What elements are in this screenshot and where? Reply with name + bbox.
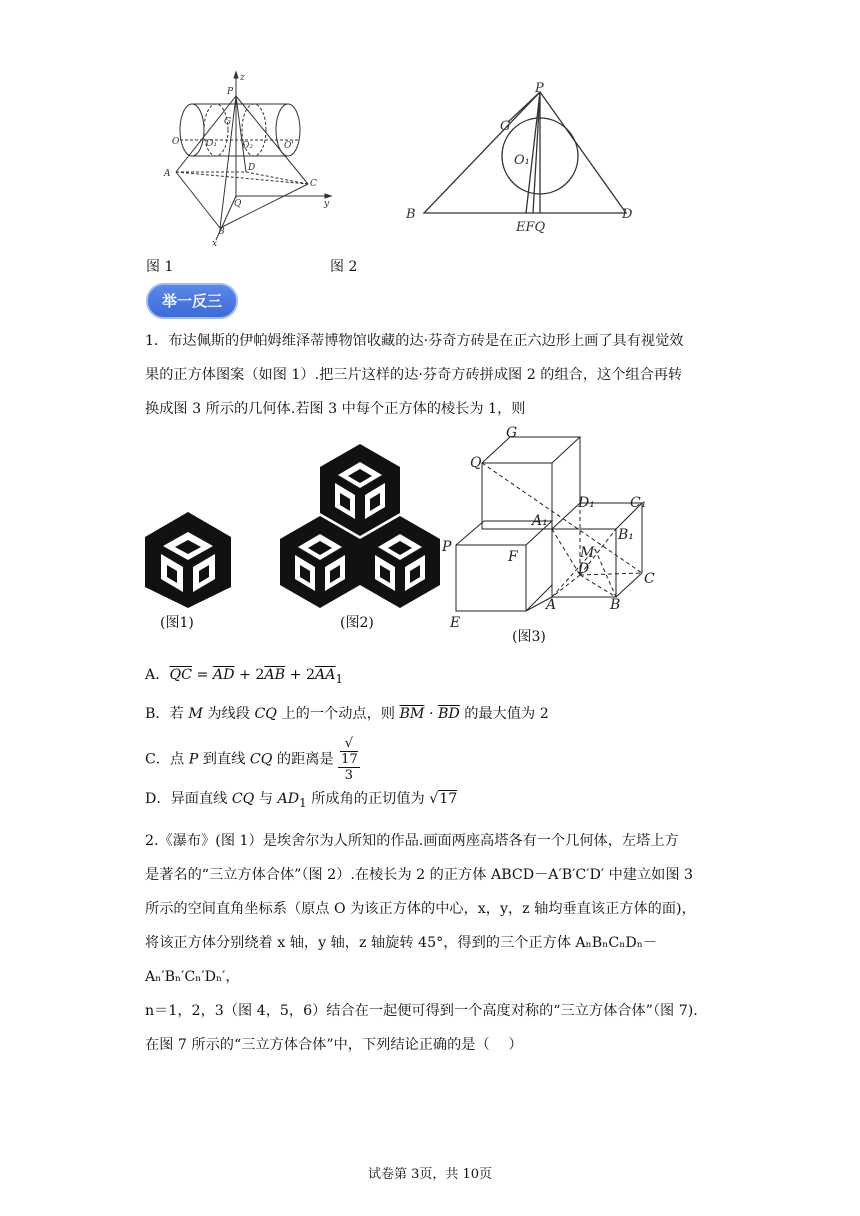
fig3-label-Q: Q [470, 455, 482, 471]
fig3-label-C: C [644, 571, 655, 587]
fig1-label-y: y [324, 199, 330, 209]
fig1-label-Q: Q [234, 199, 242, 209]
fig1-label-O2: O₂ [242, 141, 253, 151]
fig1-label-B: B [218, 227, 225, 237]
q1-line-2: 果的正方体图案（如图 1）.把三片这样的达·芬奇方砖拼成图 2 的组合，这个组合再转 [145, 367, 683, 383]
fig1-label-O1: O₁ [206, 139, 217, 149]
q1-fig2-caption: (图2) [340, 615, 374, 631]
fig1-label-x: x [212, 239, 218, 248]
q1-figure-3-three-cubes [440, 425, 665, 630]
fig1-label-C: C [310, 179, 317, 189]
figure-1-cylinder-pyramid [150, 68, 340, 248]
fig3-label-G: G [506, 425, 518, 441]
fig2-label-O1: O₁ [514, 153, 530, 168]
q2-line-6: 在图 7 所示的“三立方体合体”中，下列结论正确的是（ ） [145, 1037, 523, 1053]
q2-line-5: n＝1，2，3（图 4，5，6）结合在一起便可得到一个高度对称的“三立方体合体”（图 7). [145, 1003, 698, 1019]
fig2-label-D: D [622, 207, 633, 222]
figure-2-triangle-sphere [400, 80, 650, 235]
q1-option-c[interactable]: C．点 P 到直线 CQ 的距离是 √ 17 3 [145, 736, 358, 783]
q2-line-3: 所示的空间直角坐标系（原点 O 为该正方体的中心，x，y，z 轴均垂直该正方体的面)， [145, 901, 696, 917]
fig3-label-F: F [508, 549, 518, 565]
q1-line-3: 换成图 3 所示的几何体.若图 3 中每个正方体的棱长为 1，则 [145, 401, 526, 417]
fig1-label-Oprime: O' [284, 141, 294, 151]
fig2-label-P: P [535, 81, 544, 96]
q2-line-4: 将该正方体分别绕着 x 轴，y 轴，z 轴旋转 45°，得到的三个正方体 AₙBₙCₙDₙ－Aₙ′Bₙ′Cₙ′Dₙ′， [145, 935, 658, 985]
fig2-label-EFQ: EFQ [516, 220, 546, 235]
page-footer: 试卷第 3页，共 10页 [367, 1167, 493, 1182]
distance-fraction: √ 17 3 [338, 736, 360, 783]
q1-fig3-caption: (图3) [512, 629, 546, 645]
fig2-label-B: B [406, 207, 416, 222]
fig1-label-O: O [172, 137, 180, 147]
fig3-label-M: M [580, 545, 595, 561]
fig1-label-D: D [248, 163, 256, 173]
fig1-label-G: G [224, 117, 232, 127]
fig1-label-P: P [227, 87, 234, 97]
q1-figure-1-cube-tile [143, 510, 233, 610]
fig2-label-G: G [500, 119, 511, 134]
section-badge: 举一反三 [146, 283, 238, 319]
q1-figure-2-three-tiles [278, 442, 440, 614]
fig3-label-D1: D₁ [578, 495, 595, 511]
q1-fig1-caption: (图1) [160, 615, 194, 631]
q1-option-d[interactable]: D．异面直线 CQ 与 $AD_1$ 所成角的正切值为 √17 [145, 791, 458, 810]
fig3-label-A: A [546, 597, 557, 613]
figure-1-caption: 图 1 [146, 259, 174, 275]
fig3-label-D: D [578, 561, 590, 577]
q2-line-1: 2.《瀑布》(图 1）是埃舍尔为人所知的作品.画面两座高塔各有一个几何体，左塔上方 [145, 833, 679, 849]
fig1-label-A: A [164, 169, 171, 179]
fig1-label-z: z [240, 73, 245, 83]
fig3-label-E: E [450, 615, 461, 630]
q1-option-a[interactable]: A．$\overline{QC} = \overline{AD} + 2\overline{AB} + 2\overline{AA}_1$ [145, 667, 344, 686]
q1-option-b[interactable]: B．若 M 为线段 CQ 上的一个动点，则 $\overline{BM} \cdot \overline{BD}$ 的最大值为 2 [145, 706, 549, 722]
fig3-label-C1: C₁ [630, 495, 647, 511]
figure-2-caption: 图 2 [330, 259, 358, 275]
q1-line-1: 1．布达佩斯的伊帕姆维泽蒂博物馆收藏的达·芬奇方砖是在正六边形上画了具有视觉效 [145, 333, 684, 349]
fig3-label-A1: A₁ [532, 513, 548, 529]
fig3-label-B: B [610, 597, 621, 613]
question-1-text [145, 324, 735, 426]
q2-line-2: 是著名的“三立方体合体”（图 2）.在棱长为 2 的正方体 ABCD－A′B′C′D′ 中建立如图 3 [145, 867, 694, 883]
fig3-label-B1: B₁ [618, 527, 634, 543]
question-2-text [145, 824, 735, 1062]
fig3-label-P: P [442, 539, 452, 555]
